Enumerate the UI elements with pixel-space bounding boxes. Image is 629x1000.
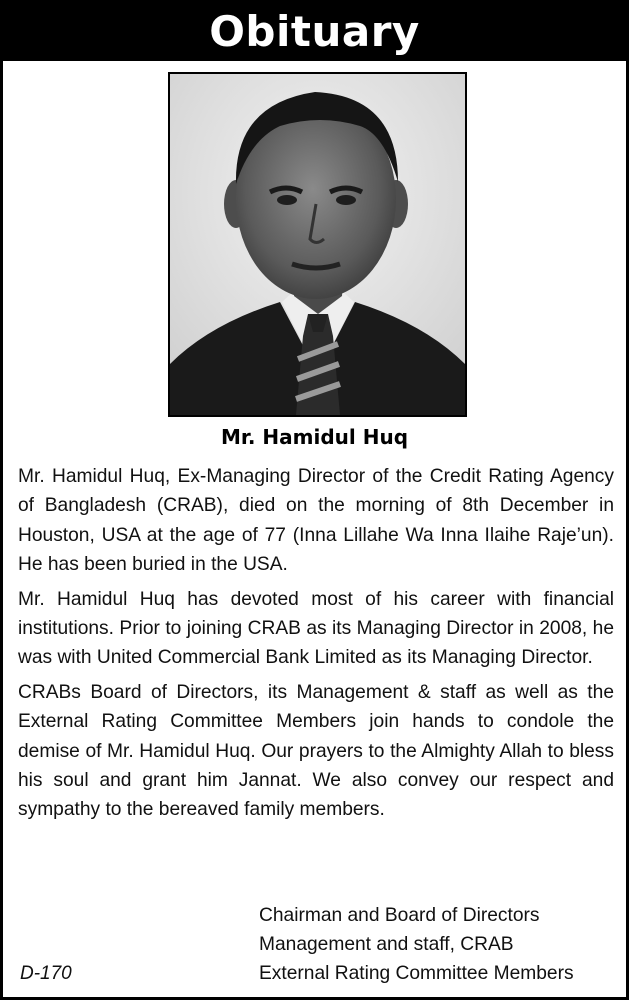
signature-block xyxy=(259,901,574,988)
ad-code: D-170 xyxy=(20,963,72,984)
paragraph-career: Mr. Hamidul Huq has devoted most of his career with financial institutions. Prior to joining CRAB as its Managing Director in 2008, he was with United Commercial Bank Limited as its Managing Director. xyxy=(18,588,614,669)
signature-line: Management and staff, CRAB xyxy=(259,934,514,955)
obituary-text xyxy=(18,462,614,830)
paragraph-announcement: Mr. Hamidul Huq, Ex-Managing Director of the Credit Rating Agency of Bangladesh (CRAB), died on the morning of 8th December in Houston, USA at the age of 77 (Inna Lillahe Wa Inna Ilaihe Raje’un). He has been buried in the USA. xyxy=(18,466,614,576)
portrait-image xyxy=(170,74,465,415)
paragraph-condolence: CRABs Board of Directors, its Management & staff as well as the External Rating Committee Members join hands to condole the demise of Mr. Hamidul Huq. Our prayers to the Almighty Allah to bless his soul and grant him Jannat. We also convey our respect and sympathy to the bereaved family members. xyxy=(18,681,614,821)
obituary-banner: Obituary xyxy=(3,3,626,61)
deceased-name: Mr. Hamidul Huq xyxy=(220,425,409,449)
signature-line: Chairman and Board of Directors xyxy=(259,905,540,926)
signature-line: External Rating Committee Members xyxy=(259,963,574,984)
portrait-photo xyxy=(168,72,467,417)
